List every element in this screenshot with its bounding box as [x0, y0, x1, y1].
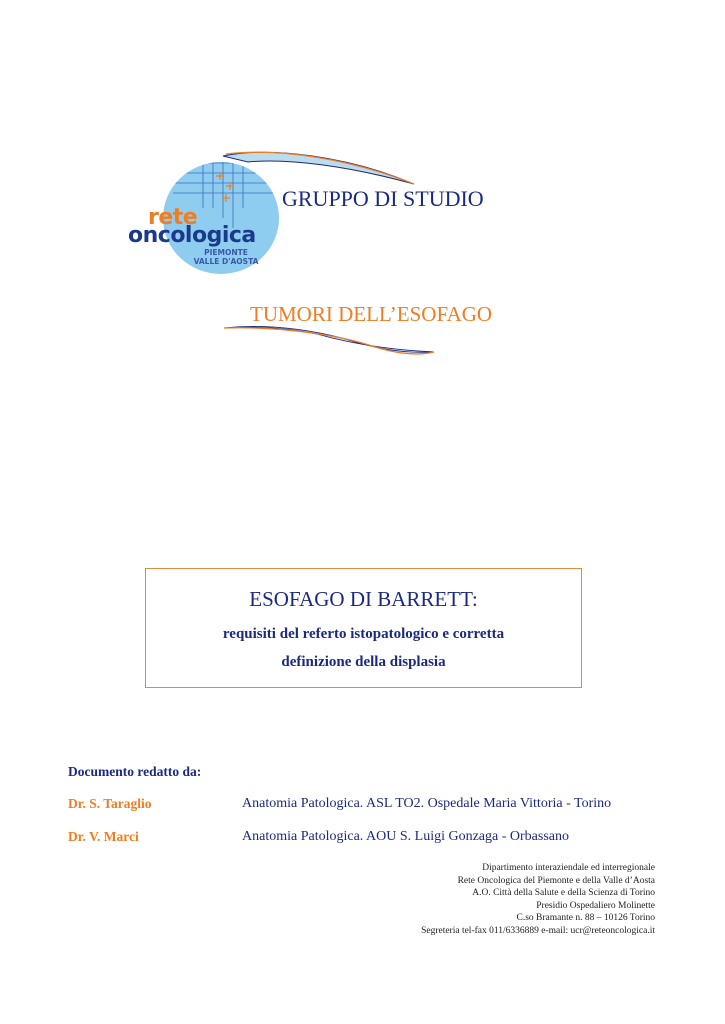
footer-line: A.O. Città della Salute e della Scienza di Torino: [472, 888, 655, 899]
footer-address: [421, 862, 655, 938]
title-box: [145, 568, 582, 688]
logo-region-line1: PIEMONTE: [204, 248, 248, 257]
tumori-title: TUMORI DELL’ESOFAGO: [250, 302, 493, 326]
box-title: ESOFAGO DI BARRETT:: [249, 587, 478, 611]
author-name: Dr. S. Taraglio: [68, 796, 152, 811]
footer-line: Rete Oncologica del Piemonte e della Valle d’Aosta: [457, 875, 655, 886]
author-affiliation: Anatomia Patologica. ASL TO2. Ospedale Maria Vittoria - Torino: [242, 796, 612, 811]
lower-swoosh: [222, 322, 437, 362]
author-name: Dr. V. Marci: [68, 829, 139, 844]
authors-heading: Documento redatto da:: [68, 764, 202, 779]
box-subtitle: [146, 620, 581, 676]
footer-line: Dipartimento interaziendale ed interregionale: [482, 863, 655, 873]
footer-line: Segreteria tel-fax 011/6336889 e-mail: ucr@reteoncologica.it: [421, 925, 655, 936]
box-subtitle-line1: requisiti del referto istopatologico e corretta: [222, 626, 505, 642]
logo-rete-text: rete: [148, 205, 198, 230]
footer-line: Presidio Ospedaliero Molinette: [536, 900, 655, 911]
logo-region-line2: VALLE D'AOSTA: [193, 257, 259, 266]
logo-region-text: [166, 248, 286, 266]
gruppo-title: GRUPPO DI STUDIO: [282, 186, 484, 211]
logo-oncologica-text: oncologica: [128, 223, 256, 248]
footer-line: C.so Bramante n. 88 – 10126 Torino: [516, 913, 655, 924]
author-affiliation: Anatomia Patologica. AOU S. Luigi Gonzaga - Orbassano: [242, 829, 569, 844]
box-subtitle-line2: definizione della displasia: [281, 654, 446, 670]
